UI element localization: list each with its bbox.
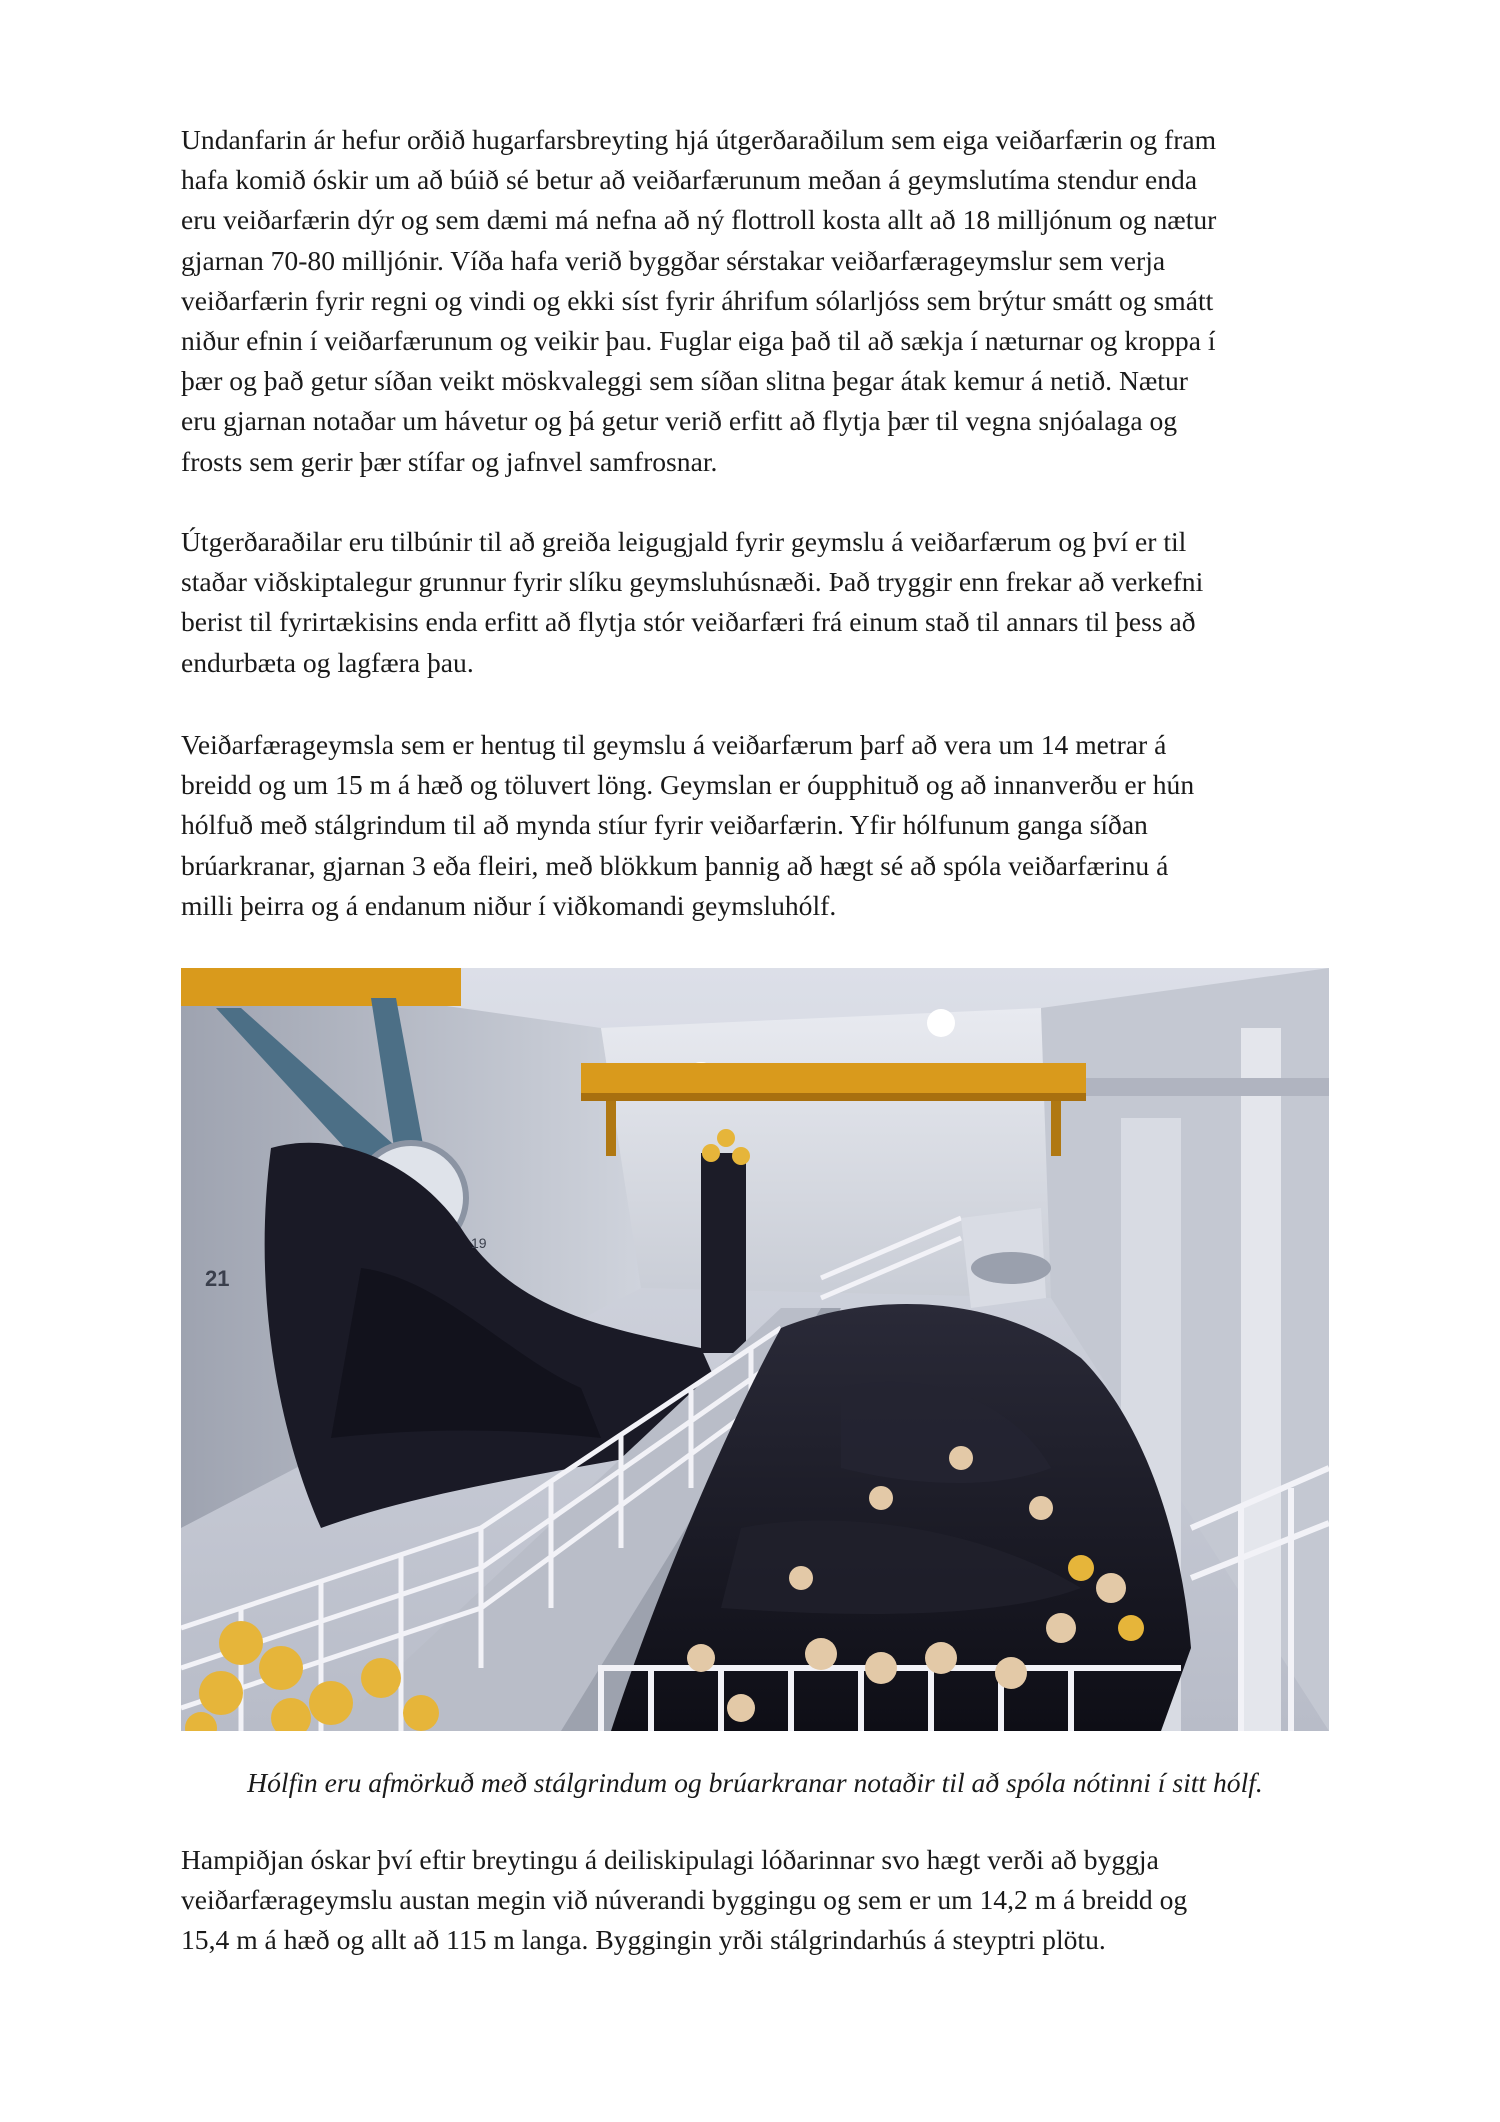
text-line: hólfuð með stálgrindum til að mynda stíur fyrir veiðarfærin. Yfir hólfunum ganga síðan — [181, 809, 1148, 841]
text-line: staðar viðskiptalegur grunnur fyrir slíku geymsluhúsnæði. Það tryggir enn frekar að verkefni — [181, 566, 1204, 598]
text-line: Hampiðjan óskar því eftir breytingu á deiliskipulagi lóðarinnar svo hægt verði að byggja — [181, 1844, 1159, 1875]
paragraph-4 — [181, 1840, 1331, 1961]
paragraph-3 — [181, 725, 1331, 926]
text-line: Útgerðaraðilar eru tilbúnir til að greiða leigugjald fyrir geymslu á veiðarfærum og því er til — [181, 526, 1187, 557]
text-line: breidd og um 15 m á hæð og töluvert löng. Geymslan er óupphituð og að innanverðu er hún — [181, 769, 1195, 801]
text-line: Veiðarfærageymsla sem er hentug til geymslu á veiðarfærum þarf að vera um 14 metrar á — [181, 729, 1167, 760]
bridge-crane-beam — [581, 1063, 1086, 1093]
paragraph-2 — [181, 522, 1331, 683]
bay-number: 19 — [471, 1235, 487, 1251]
text-line: frosts sem gerir þær stífar og jafnvel samfrosnar. — [181, 445, 718, 477]
crane-beam-left — [181, 968, 461, 1006]
text-line: berist til fyrirtækisins enda erfitt að flytja stór veiðarfæri frá einum stað til annars til þess að — [181, 606, 1196, 638]
text-line: þær og það getur síðan veikt möskvaleggi sem síðan slitna þegar átak kemur á netið. Nætur — [181, 365, 1188, 397]
text-line: milli þeirra og á endanum niður í viðkomandi geymsluhólf. — [181, 889, 837, 921]
text-line: veiðarfærin fyrir regni og vindi og ekki síst fyrir áhrifum sólarljóss sem brýtur smátt og smátt — [181, 284, 1214, 316]
net-storage-photo — [181, 968, 1329, 1731]
text-line: gjarnan 70-80 milljónir. Víða hafa verið byggðar sérstakar veiðarfærageymslur sem verja — [181, 244, 1166, 276]
ceiling-light — [927, 1009, 955, 1037]
text-line: niður efnin í veiðarfærunum og veikir þau. Fuglar eiga það til að sækja í næturnar og kroppa í — [181, 325, 1216, 357]
hanging-net-vertical — [701, 1153, 746, 1353]
text-line: eru gjarnan notaðar um hávetur og þá getur verið erfitt að flytja þær til vegna snjóalaga og — [181, 405, 1178, 437]
text-line: endurbæta og lagfæra þau. — [181, 646, 474, 678]
photo-caption: Hólfin eru afmörkuð með stálgrindum og brúarkranar notaðir til að spóla nótinni í sitt hólf. — [247, 1767, 1263, 1798]
text-line: eru veiðarfærin dýr og sem dæmi má nefna að ný flottroll kosta allt að 18 milljónum og nætur — [181, 204, 1217, 236]
text-line: brúarkranar, gjarnan 3 eða fleiri, með blökkum þannig að hægt sé að spóla veiðarfærinu á — [181, 849, 1169, 881]
text-line: veiðarfærageymslu austan megin við núverandi byggingu og sem er um 14,2 m á breidd og — [181, 1884, 1188, 1916]
text-line: hafa komið óskir um að búið sé betur að veiðarfærunum meðan á geymslutíma stendur enda — [181, 164, 1198, 196]
bay-number: 21 — [205, 1266, 230, 1291]
text-line: 15,4 m á hæð og allt að 115 m langa. Byggingin yrði stálgrindarhús á steyptri plötu. — [181, 1924, 1106, 1956]
text-line: Undanfarin ár hefur orðið hugarfarsbreyting hjá útgerðaraðilum sem eiga veiðarfærin og fram — [181, 124, 1217, 155]
paragraph-1 — [181, 120, 1331, 482]
